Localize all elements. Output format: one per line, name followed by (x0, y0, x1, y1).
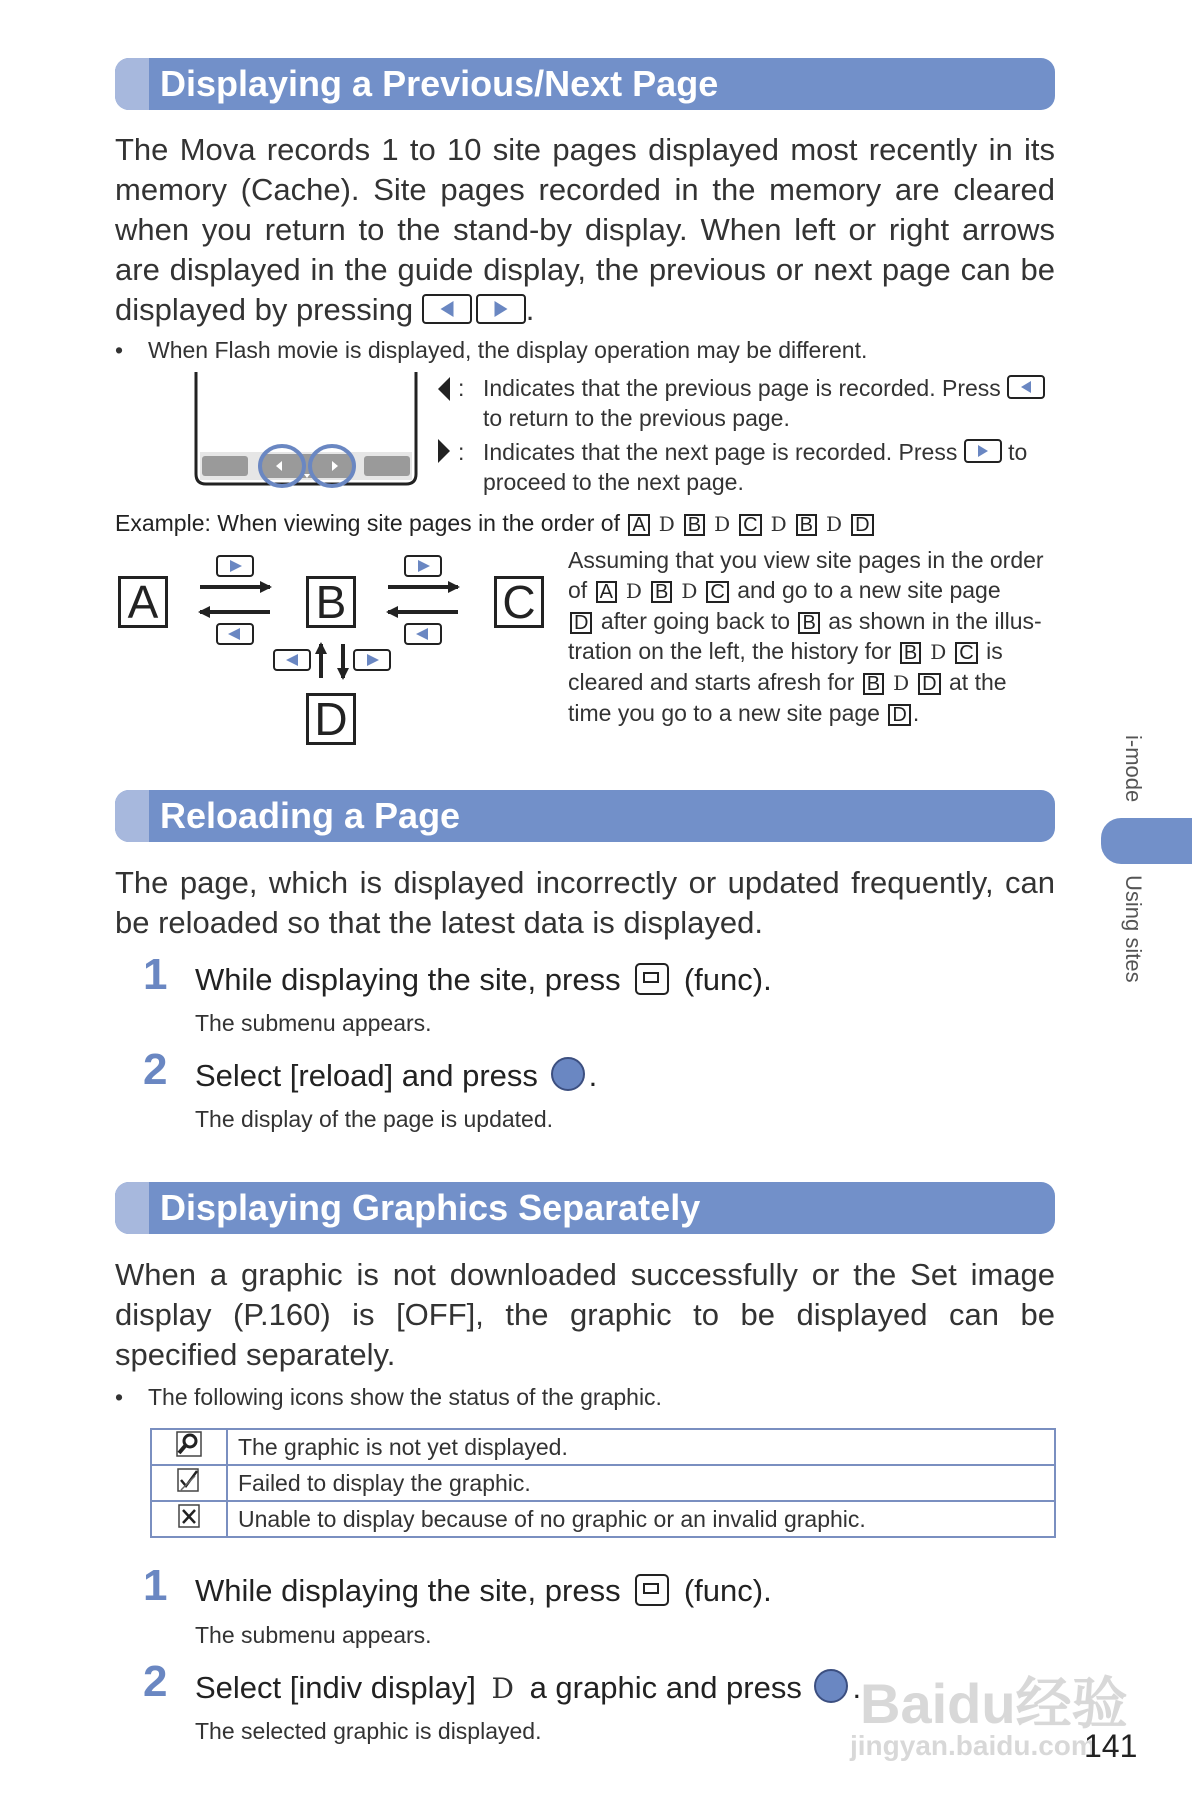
graphics-body: When a graphic is not downloaded successfully or the Set image display (P.160) is [OFF], the graphic to be displayed can be specified separately. (115, 1257, 1055, 1372)
right-key-icon (964, 439, 1002, 463)
table-row: Unable to display because of no graphic or an invalid graphic. (151, 1501, 1055, 1537)
page-box-a: A (118, 576, 168, 628)
watermark-logo: Baidu经验 (860, 1672, 1128, 1735)
func-key-icon (635, 1574, 669, 1606)
section-header-prevnext (115, 58, 1055, 110)
select-button-icon (551, 1057, 585, 1091)
left-key-icon (422, 294, 472, 324)
header-tab (115, 1182, 149, 1234)
step-result: The submenu appears. (195, 1010, 432, 1036)
navigation-arrows-diagram (190, 552, 480, 682)
page-box-b: B (306, 576, 356, 628)
graphic-status-table (150, 1428, 1056, 1538)
func-key-icon (635, 963, 669, 995)
sidebar-section: Using sites (1121, 875, 1146, 983)
graphics-step-1: While displaying the site, press (func). (195, 1573, 772, 1608)
header-tab (115, 58, 149, 110)
magnifier-graphic-icon (175, 1430, 203, 1458)
left-arrow-marker-icon (436, 376, 452, 402)
step-number: 2 (143, 1045, 168, 1094)
section-title: Displaying a Previous/Next Page (160, 63, 719, 104)
sidebar-tab (1101, 818, 1192, 864)
section-header-reload (115, 790, 1055, 842)
step-number: 2 (143, 1657, 168, 1706)
section-title: Displaying Graphics Separately (160, 1187, 701, 1228)
guide-display-illustration (192, 372, 422, 492)
reload-body: The page, which is displayed incorrectly or updated frequently, can be reloaded so that the latest data is displayed. (115, 865, 1055, 940)
step-number: 1 (143, 950, 168, 999)
section-title: Reloading a Page (160, 795, 461, 836)
left-key-icon (1007, 375, 1045, 399)
page-number: 141 (1084, 1728, 1138, 1764)
step-result: The submenu appears. (195, 1622, 432, 1648)
table-row: The graphic is not yet displayed. (151, 1429, 1055, 1465)
prevnext-body: The Mova records 1 to 10 site pages displayed most recently in its memory (Cache). Site pages recorded in the memory are cleared when you return to the stand-by display. When left or right arrows are displayed in the guide display, the previous or next page can be displayed by pressing . (115, 132, 1055, 327)
page-box-c: C (494, 576, 544, 628)
watermark-url: jingyan.baidu.com (850, 1730, 1096, 1761)
invalid-graphic-icon (175, 1502, 203, 1530)
example-explanation: Assuming that you view site pages in the order of A D B D C and go to a new site page D after going back to B as shown in the illus- tration on the left, the history for B D C is cleared and starts afresh for B D D at the time you go to a new site page D . (568, 547, 1044, 726)
sidebar-chapter: i-mode (1121, 735, 1146, 803)
step-result: The selected graphic is displayed. (195, 1718, 542, 1744)
select-button-icon (814, 1669, 848, 1703)
left-arrow-note: Indicates that the previous page is recorded. Press to return to the previous page. (483, 373, 1055, 433)
prevnext-bullet: • When Flash movie is displayed, the display operation may be different. (115, 337, 868, 363)
reload-step-1: While displaying the site, press (func). (195, 962, 772, 997)
failed-graphic-icon (175, 1466, 203, 1494)
graphics-bullet: • The following icons show the status of the graphic. (115, 1384, 662, 1410)
step-result: The display of the page is updated. (195, 1106, 554, 1132)
section-header-graphics (115, 1182, 1055, 1234)
table-row: Failed to display the graphic. (151, 1465, 1055, 1501)
example-label: Example: When viewing site pages in the order of A D B D C D B D D (115, 510, 876, 537)
header-tab (115, 790, 149, 842)
step-number: 1 (143, 1561, 168, 1610)
right-arrow-marker-icon (436, 438, 452, 464)
right-key-icon (476, 294, 526, 324)
reload-step-2: Select [reload] and press . (195, 1058, 598, 1093)
right-arrow-note: Indicates that the next page is recorded. Press to proceed to the next page. (483, 439, 1028, 495)
page-box-d: D (306, 693, 356, 745)
graphics-step-2: Select [indiv display] D a graphic and press . (195, 1670, 862, 1705)
